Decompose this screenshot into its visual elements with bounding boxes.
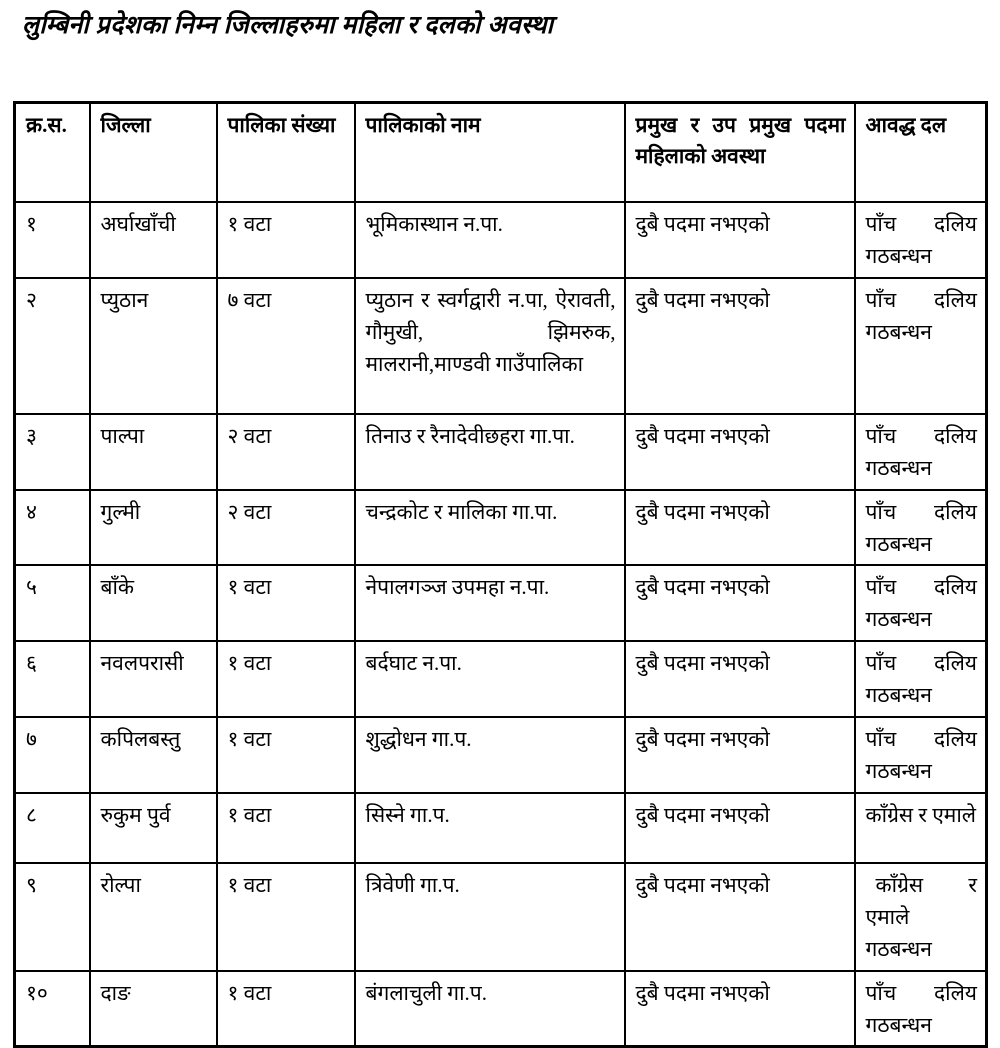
header-row (15, 102, 987, 202)
cell-r10c1: १० (15, 971, 90, 1047)
table-row (15, 202, 987, 278)
table-row (15, 793, 987, 863)
cell-r7c1: ७ (15, 717, 90, 793)
cell-r2c2: प्युठान (90, 278, 217, 414)
cell-r5c2: बाँके (90, 565, 217, 641)
document-title: लुम्बिनी प्रदेशका निम्न जिल्लाहरुमा महिला र दलको अवस्था (0, 0, 1000, 43)
cell-r1c1: १ (15, 202, 90, 278)
cell-r7c6: पाँच दलिय गठबन्धन (855, 717, 987, 793)
cell-r2c3: ७ वटा (217, 278, 355, 414)
cell-r3c3: २ वटा (217, 414, 355, 490)
cell-r4c5: दुबै पदमा नभएको (625, 490, 855, 566)
cell-r6c2: नवलपरासी (90, 641, 217, 717)
table-row (15, 278, 987, 414)
cell-r3c1: ३ (15, 414, 90, 490)
cell-r3c5: दुबै पदमा नभएको (625, 414, 855, 490)
cell-r6c4: बर्दघाट न.पा. (355, 641, 625, 717)
cell-r8c2: रुकुम पुर्व (90, 793, 217, 863)
cell-r3c2: पाल्पा (90, 414, 217, 490)
cell-r6c3: १ वटा (217, 641, 355, 717)
cell-r10c5: दुबै पदमा नभएको (625, 971, 855, 1047)
header-district: जिल्ला (90, 102, 217, 202)
header-municipality-name: पालिकाको नाम (355, 102, 625, 202)
header-affiliated-party: आवद्ध दल (855, 102, 987, 202)
cell-r6c5: दुबै पदमा नभएको (625, 641, 855, 717)
cell-r10c3: १ वटा (217, 971, 355, 1047)
cell-r5c4: नेपालगञ्ज उपमहा न.पा. (355, 565, 625, 641)
cell-r5c1: ५ (15, 565, 90, 641)
cell-r10c2: दाङ (90, 971, 217, 1047)
table-row (15, 717, 987, 793)
cell-r10c4: बंगलाचुली गा.प. (355, 971, 625, 1047)
cell-r1c2: अर्घाखाँची (90, 202, 217, 278)
table-row (15, 863, 987, 971)
header-municipality-count: पालिका संख्या (217, 102, 355, 202)
cell-r7c2: कपिलबस्तु (90, 717, 217, 793)
cell-r9c5: दुबै पदमा नभएको (625, 863, 855, 971)
cell-r3c6: पाँच दलिय गठबन्धन (855, 414, 987, 490)
header-women-status: प्रमुख र उप प्रमुख पदमा महिलाको अवस्था (625, 102, 855, 202)
cell-r2c6: पाँच दलिय गठबन्धन (855, 278, 987, 414)
cell-r9c6: काँग्रेस र एमाले गठबन्धन (855, 863, 987, 971)
cell-r2c1: २ (15, 278, 90, 414)
table-row (15, 565, 987, 641)
cell-r1c6: पाँच दलिय गठबन्धन (855, 202, 987, 278)
cell-r4c4: चन्द्रकोट र मालिका गा.पा. (355, 490, 625, 566)
cell-r9c2: रोल्पा (90, 863, 217, 971)
cell-r9c1: ९ (15, 863, 90, 971)
cell-r7c3: १ वटा (217, 717, 355, 793)
cell-r8c5: दुबै पदमा नभएको (625, 793, 855, 863)
cell-r4c3: २ वटा (217, 490, 355, 566)
cell-r9c4: त्रिवेणी गा.प. (355, 863, 625, 971)
cell-r4c1: ४ (15, 490, 90, 566)
cell-r2c5: दुबै पदमा नभएको (625, 278, 855, 414)
cell-r2c4: प्युठान र स्वर्गद्वारी न.पा, ऐरावती, गौमुखी, झिमरुक, मालरानी,माण्डवी गाउँपालिका (355, 278, 625, 414)
cell-r1c4: भूमिकास्थान न.पा. (355, 202, 625, 278)
cell-r5c5: दुबै पदमा नभएको (625, 565, 855, 641)
district-women-party-table (13, 101, 988, 1048)
cell-r1c3: १ वटा (217, 202, 355, 278)
cell-r3c4: तिनाउ र रैनादेवीछहरा गा.पा. (355, 414, 625, 490)
cell-r8c4: सिस्ने गा.प. (355, 793, 625, 863)
cell-r9c3: १ वटा (217, 863, 355, 971)
cell-r5c6: पाँच दलिय गठबन्धन (855, 565, 987, 641)
table-row (15, 414, 987, 490)
header-serial-number: क्र.स. (15, 102, 90, 202)
cell-r8c1: ८ (15, 793, 90, 863)
table-row (15, 971, 987, 1047)
cell-r7c5: दुबै पदमा नभएको (625, 717, 855, 793)
cell-r1c5: दुबै पदमा नभएको (625, 202, 855, 278)
cell-r4c2: गुल्मी (90, 490, 217, 566)
cell-r6c1: ६ (15, 641, 90, 717)
table-body (15, 202, 987, 1047)
cell-r7c4: शुद्धोधन गा.प. (355, 717, 625, 793)
cell-r4c6: पाँच दलिय गठबन्धन (855, 490, 987, 566)
cell-r5c3: १ वटा (217, 565, 355, 641)
cell-r6c6: पाँच दलिय गठबन्धन (855, 641, 987, 717)
cell-r8c6: काँग्रेस र एमाले (855, 793, 987, 863)
table-header (15, 102, 987, 202)
table-row (15, 641, 987, 717)
cell-r10c6: पाँच दलिय गठबन्धन (855, 971, 987, 1047)
cell-r8c3: १ वटा (217, 793, 355, 863)
table-row (15, 490, 987, 566)
